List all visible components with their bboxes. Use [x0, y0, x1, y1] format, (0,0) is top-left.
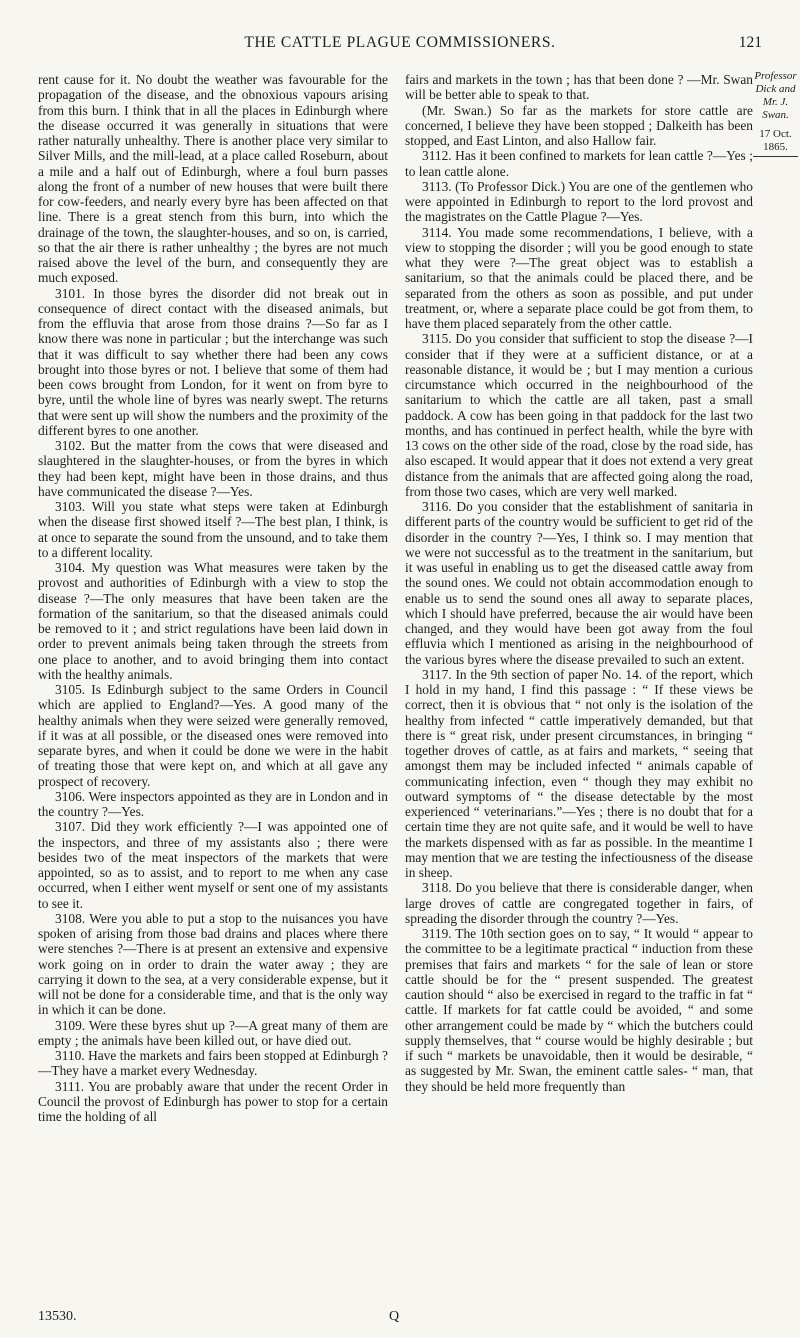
margin-date: 17 Oct. 1865.	[753, 128, 798, 157]
paragraph: 3105. Is Edinburgh subject to the same Orders in Council which are applied to England?—Yes. A good many of the healthy animals when they were seized were generally removed, if it was at all possible, or the diseased ones were removed into separate byres, and when it could be done we were in the habit of treating those that were kept on, and which at all gave any prospect of recovery.	[38, 682, 388, 789]
paragraph: rent cause for it. No doubt the weather was favourable for the propagation of the disease, and the obnoxious vapours arising from this burn. I think that in all the places in Edinburgh where the disease occurred it was generally in situations that were rather naturally unhealthy. There is another place very similar to Silver Mills, and the mill-lead, at a place called Roseburn, about a mile and a half out of Edinburgh, where a foul burn passes along the front of a number of new houses that were built there for cow-feeders, and nearly every byre has been affected on that line. There is a great stench from this burn, into which the drainage of the town, the slaughter-houses, and so on, is carried, so that the air there is rather unhealthy ; the byres are not much raised above the level of the burn, and consequently they are much exposed.	[38, 72, 388, 286]
paragraph: 3103. Will you state what steps were taken at Edinburgh when the disease first showed itself ?—The best plan, I think, is at once to separate the sound from the unsound, and to take them to a different locality.	[38, 499, 388, 560]
paragraph: 3102. But the matter from the cows that were diseased and slaughtered in the slaughter-houses, or from the byres in which they had been kept, might have been in those drains, and thus have communicated the disease ?—Yes.	[38, 438, 388, 499]
paragraph: 3118. Do you believe that there is considerable danger, when large droves of cattle are congregated together in fairs, of spreading the disorder through the country ?—Yes.	[405, 880, 753, 926]
paragraph: 3101. In those byres the disorder did not break out in consequence of direct contact with the diseased animals, but from the effluvia that arose from those drains ?—So far as I know there was none in particular ; but the interchange was such that it was difficult to say whether there had been any cows brought into those byres or not. I believe that some of them had been cows brought from London, for it went on from byre to byre, until the whole line of byres was nearly swept. The returns that were sent up will show the numbers and the proximity of the different byres to one another.	[38, 285, 388, 438]
paragraph: 3117. In the 9th section of paper No. 14. of the report, which I hold in my hand, I find this passage : “ If these views be correct, then it is obvious that “ not only is the isolation of the healthy from infected “ cattle imperatively demanded, but that there is “ great risk, under present circumstances, in bringing “ together droves of cattle, as at fairs and markets, “ seeing that amongst them may be included infected “ animals capable of communicating infection, even “ though they may exhibit no outward symptoms of “ the disease detectable by the most experienced “ veterinarians.”—Yes ; there is no doubt that for a certain time they are not quite safe, and it would be well to have the markets dispensed with as far as possible. In the meantime I may mention that we are testing the infectiousness of the disease in sheep.	[405, 666, 753, 880]
left-column	[38, 72, 388, 1124]
margin-note	[753, 70, 798, 157]
paragraph: 3111. You are probably aware that under the recent Order in Council the provost of Edinburgh has power to stop for a certain time the holding of all	[38, 1078, 388, 1124]
paragraph: 3109. Were these byres shut up ?—A great many of them are empty ; the animals have been killed out, or have died out.	[38, 1017, 388, 1048]
paragraph: 3116. Do you consider that the establishment of sanitaria in different parts of the country would be sufficient to get rid of the disorder in the country ?—Yes, I think so. I may mention that we were not successful as to the treatment in the sanitarium, but it was useful in enabling us to get the diseased cattle away from the sound ones. We could not obtain accommodation enough to enable us to send the sound ones all away to separate places, which I should have preferred, because the air would have been changed, and they would have been got away from the foul effluvia which I mentioned as arising in the neighbourhood of the various byres where the disease prevailed to such an extent.	[405, 499, 753, 667]
paragraph: 3104. My question was What measures were taken by the provost and authorities of Edinburgh with a view to stop the disease ?—The only measures that have been taken are the formation of the sanitarium, so that the diseased animals could be removed to it ; and strict regulations have been laid down in order to prevent animals being taken through the streets from one place to another, and to avoid bringing them into contact with the healthy animals.	[38, 560, 388, 682]
print-number: 13530.	[38, 1309, 77, 1324]
signature-mark: Q	[389, 1309, 400, 1324]
witness-names: Professor Dick and Mr. J. Swan.	[754, 70, 797, 121]
paragraph: 3106. Were inspectors appointed as they are in London and in the country ?—Yes.	[38, 788, 388, 819]
page-number: 121	[738, 34, 762, 51]
paragraph: 3110. Have the markets and fairs been stopped at Edinburgh ?—They have a market every Wednesday.	[38, 1048, 388, 1079]
paragraph: 3114. You made some recommendations, I believe, with a view to stopping the disorder ; will you be good enough to state what they were ?—The great object was to establish a sanitarium, so that the animals could be placed there, and be separated from the others as soon as possible, and put under treatment, or, where a separate place could be got from them, to have them placed separately from the other cattle.	[405, 224, 753, 331]
paragraph: 3112. Has it been confined to markets for lean cattle ?—Yes ; to lean cattle alone.	[405, 148, 753, 179]
paragraph: 3115. Do you consider that sufficient to stop the disease ?—I consider that if they were at a sufficient distance, or at a reasonable distance, it would be ; but I may mention a curious circumstance which occurred in the neighbourhood of the sanitarium to which the cattle are all taken, past a small paddock. A cow has been going in that paddock for the last two months, and has continued in perfect health, while the byre with 13 cows on the other side of the road, close by the road side, has also escaped. It would appear that it does not extend a very great distance from the animals that are affected going along the road, from those two cases, which are very well marked.	[405, 331, 753, 499]
paragraph: (Mr. Swan.) So far as the markets for store cattle are concerned, I believe they have been stopped ; Dalkeith has been stopped, and East Linton, and also Hallow fair.	[405, 102, 753, 148]
paragraph: 3113. (To Professor Dick.) You are one of the gentlemen who were appointed in Edinburgh to report to the lord provost and the magistrates on the Cattle Plague ?—Yes.	[405, 178, 753, 225]
running-title: THE CATTLE PLAGUE COMMISSIONERS.	[244, 34, 556, 51]
right-column	[405, 72, 753, 1094]
paragraph: 3108. Were you able to put a stop to the nuisances you have spoken of arising from those bad drains and places where there were stenches ?—There is at present an extensive and expensive work going on in order to drain the water away ; they are carrying it down to the sea, at a very considerable expense, but it will not be done for a considerable time, and that is the only way in which it can be done.	[38, 910, 388, 1018]
paragraph: fairs and markets in the town ; has that been done ? —Mr. Swan will be better able to speak to that.	[405, 72, 753, 103]
paragraph: 3119. The 10th section goes on to say, “ It would “ appear to the committee to be a legitimate practical “ induction from these premises that fairs and markets “ for the sale of lean or store cattle should be for the “ present suspended. The greatest caution should “ also be exercised in regard to the traffic in fat “ cattle. If markets for fat cattle could be avoided, “ and some other arrangement could be made by “ which the butchers could supply themselves, that “ course would be highly desirable ; but if such “ markets be unavoidable, then it would be desirable, “ as suggested by Mr. Swan, the eminent cattle sales- “ man, that they should be held more frequently than	[405, 926, 753, 1094]
page-header	[0, 34, 800, 58]
paragraph: 3107. Did they work efficiently ?—I was appointed one of the inspectors, and three of my assistants also ; there were besides two of the meat inspectors of the markets that were appointed, so as to assist, and to report to me when any case occurred, when I either went myself or sent one of my assistants to see it.	[38, 819, 388, 911]
